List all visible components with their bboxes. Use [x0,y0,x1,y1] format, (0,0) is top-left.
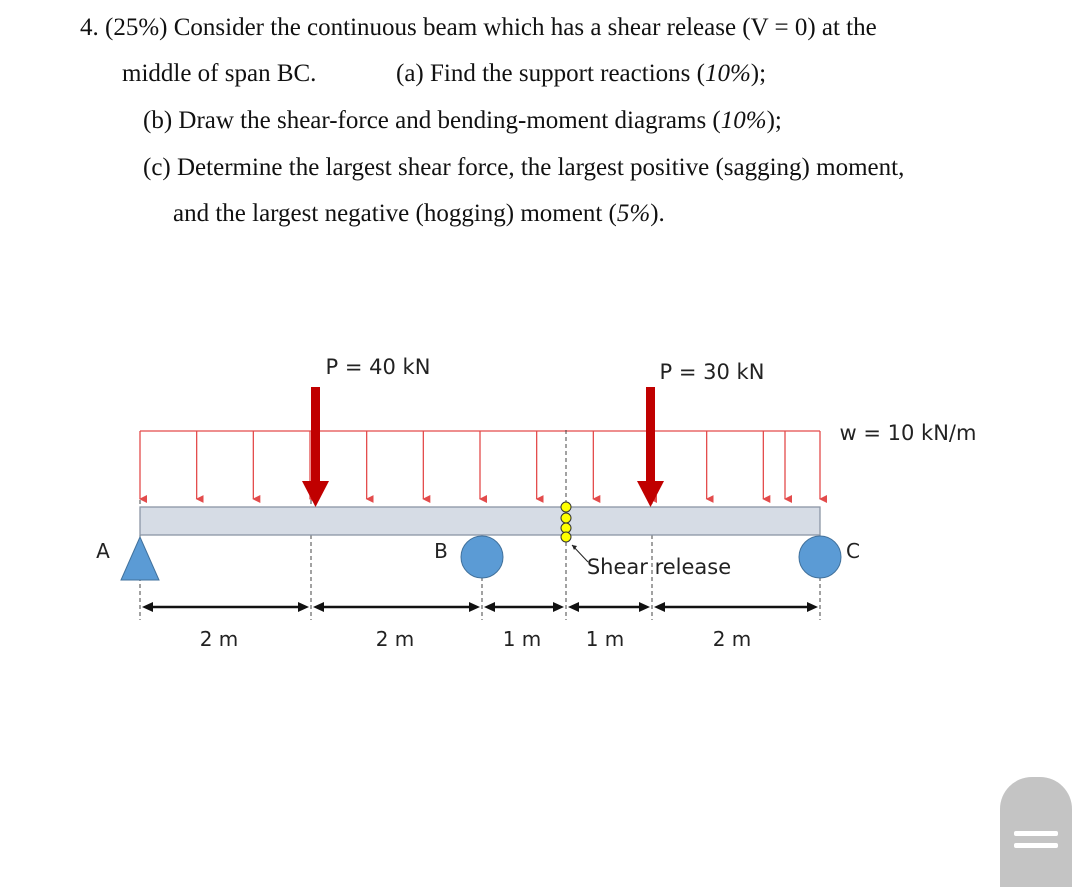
dimension-arrowhead [639,602,650,612]
label-support-b: B [434,539,448,563]
label-support-c: C [846,539,860,563]
dim-label-5: 2 m [712,627,752,651]
dimension-arrowhead [469,602,480,612]
point-load-p2 [637,387,664,507]
support-c-roller [799,536,841,578]
dimension-arrowhead [568,602,579,612]
question-line-1: 4. (25%) Consider the continuous beam which has a shear release (V = 0) at the [80,14,877,41]
label-w: w = 10 kN/m [839,421,977,445]
link-1 [561,502,571,512]
part-c-weight: 5% [616,200,651,227]
dimension-arrowhead [807,602,818,612]
support-a-pin [121,537,159,580]
dimension-arrowhead [298,602,309,612]
dimension-lines [142,602,818,612]
label-p2: P = 30 kN [659,360,765,384]
part-b-end: ); [766,107,782,134]
part-c-end: ). [650,200,665,227]
shear-release-links [561,502,571,542]
handle-grip-bottom [1014,843,1058,848]
dimension-arrowhead [654,602,665,612]
label-shear-release: Shear release [586,555,732,579]
p1-shaft [311,387,320,483]
question-line-2a: middle of span BC. [122,60,317,87]
dim-label-3: 1 m [502,627,542,651]
dim-label-4: 1 m [585,627,625,651]
point-load-p1 [302,387,329,507]
p2-head [637,481,664,507]
question-line-4: (c) Determine the largest shear force, the largest positive (sagging) moment, [143,154,905,181]
dimension-arrowhead [553,602,564,612]
dimension-arrowhead [484,602,495,612]
dim-label-2: 2 m [375,627,415,651]
handle-grip-top [1014,831,1058,836]
support-b-roller [461,536,503,578]
p2-shaft [646,387,655,483]
dimension-arrowhead [313,602,324,612]
link-4 [561,532,571,542]
part-b-text: (b) Draw the shear-force and bending-moment diagrams ( [143,107,721,134]
link-2 [561,513,571,523]
part-b-weight: 10% [720,107,767,134]
dist-load-arrows [140,431,820,499]
part-c-text: and the largest negative (hogging) moment ( [173,200,617,227]
part-a-text: (a) Find the support reactions ( [396,60,705,87]
dimension-arrowhead [142,602,153,612]
part-a-end: ); [750,60,767,87]
beam [140,507,820,535]
dim-label-1: 2 m [199,627,239,651]
label-p1: P = 40 kN [325,355,431,379]
p1-head [302,481,329,507]
label-support-a: A [96,539,110,563]
part-a-weight: 10% [704,60,751,87]
page-scroll-handle[interactable] [1000,777,1072,887]
